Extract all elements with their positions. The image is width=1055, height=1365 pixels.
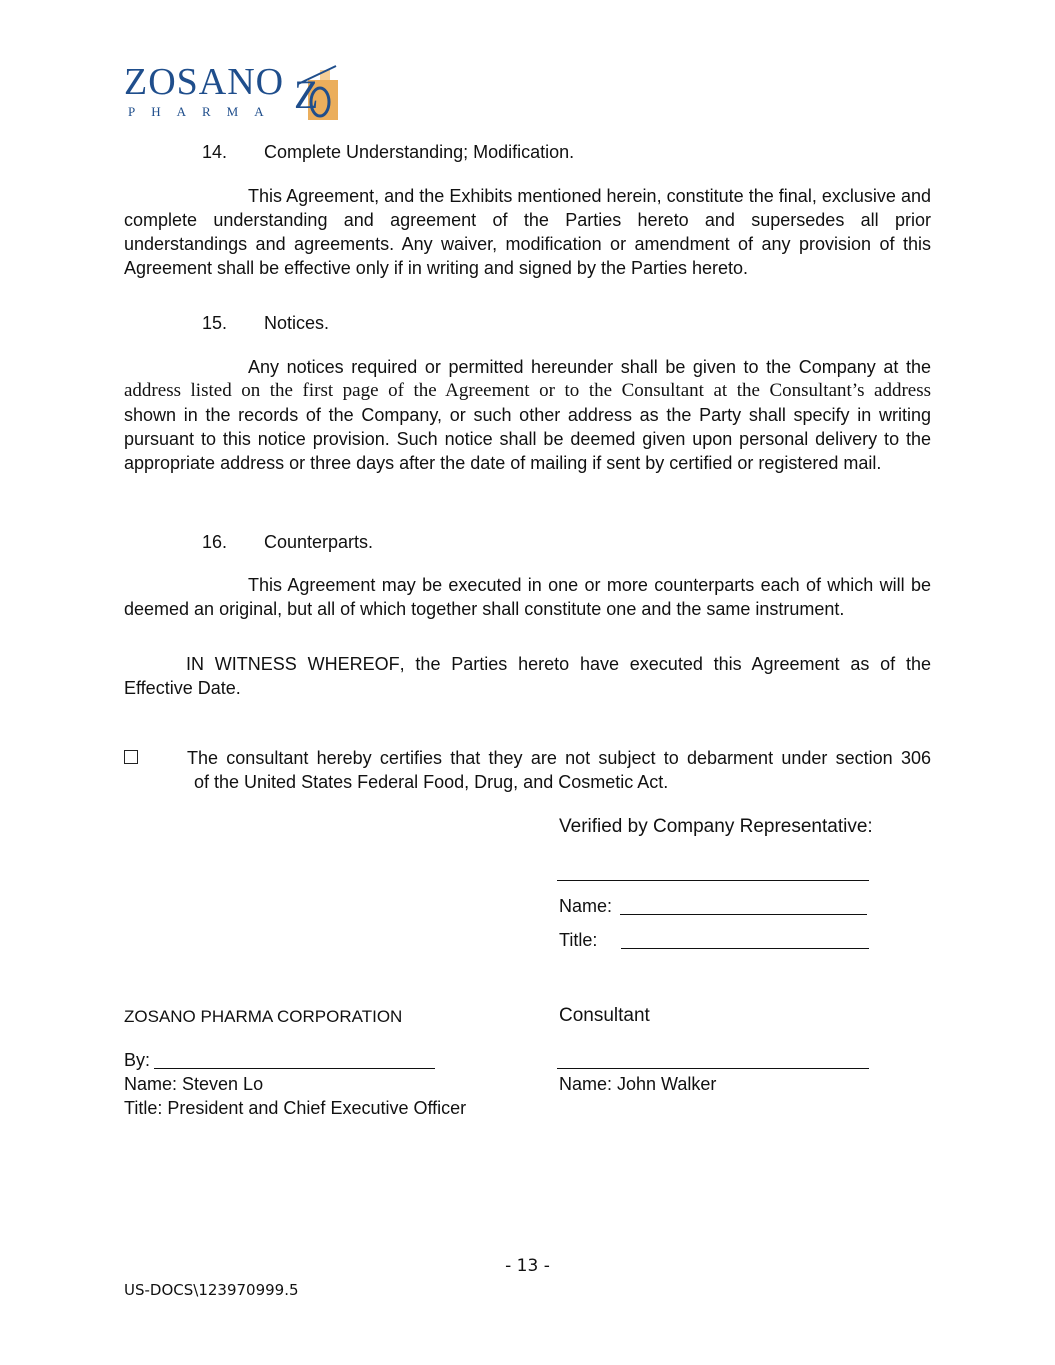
consultant-signature-line[interactable] <box>557 1068 869 1069</box>
section-number: 16. <box>202 532 228 552</box>
section-number: 15. <box>202 313 228 333</box>
witness-text: , the Parties hereto have executed this Agreement as of the Effective Date. <box>124 654 932 698</box>
company-signer-title: Title: President and Chief Executive Officer <box>124 1098 467 1118</box>
verification-heading: Verified by Company Representative: <box>559 816 873 837</box>
logo-wordmark: ZOSANO <box>124 61 285 103</box>
certification-text-line2: of the United States Federal Food, Drug, and Cosmetic Act. <box>194 772 669 792</box>
body-line: shown in the records of the Company, or such other address as the Party shall specify in writing pursuant to this notice provision. Such notice shall be deemed given upon personal delivery to the appropriate address or three days after the date of mailing if sent by certified or registered mail. <box>124 405 931 473</box>
verification-name-label: Name: <box>559 896 613 916</box>
witness-clause <box>124 652 931 700</box>
section-title: Notices. <box>264 313 330 333</box>
consultant-signer-name: Name: John Walker <box>559 1074 717 1094</box>
consultant-heading: Consultant <box>559 1005 650 1026</box>
company-signature-line[interactable] <box>154 1068 435 1069</box>
verification-name-line[interactable] <box>620 914 867 915</box>
body-line: Any notices required or permitted hereunder shall be given to the Company at the <box>248 357 931 377</box>
logo-subtitle: PHARMA <box>128 104 280 119</box>
company-signer-name: Name: Steven Lo <box>124 1074 264 1094</box>
company-by-label: By: <box>124 1050 151 1070</box>
section-title: Counterparts. <box>264 532 374 552</box>
section-number: 14. <box>202 142 228 162</box>
svg-text:Z: Z <box>294 72 319 117</box>
verification-signature-line[interactable] <box>557 880 869 881</box>
section-title: Complete Understanding; Modification. <box>264 142 575 162</box>
logo-mark-icon <box>290 62 342 122</box>
section-16-body: This Agreement may be executed in one or more counterparts each of which will be deemed an original, but all of which together shall constitute one and the same instrument. <box>124 575 931 619</box>
verification-title-label: Title: <box>559 930 598 950</box>
body-line: address listed on the first page of the Agreement or to the Consultant at the Consultant’s address <box>124 380 931 401</box>
page-number: - 13 - <box>505 1256 550 1276</box>
section-14-body: This Agreement, and the Exhibits mentioned herein, constitute the final, exclusive and complete understanding and agreement of the Parties hereto and supersedes all prior understandings and agreements. Any waiver, modification or amendment of any provision of this Agreement shall be effective only if in writing and signed by the Parties hereto. <box>124 186 931 278</box>
section-15-body <box>124 355 931 475</box>
certification-text-line1: The consultant hereby certifies that they are not subject to debarment under section 306 <box>187 748 931 768</box>
verification-title-line[interactable] <box>621 948 869 949</box>
company-name: ZOSANO PHARMA CORPORATION <box>124 1007 403 1026</box>
witness-lead: IN WITNESS WHEREOF <box>186 654 400 674</box>
company-logo <box>122 62 342 124</box>
document-id: US-DOCS\123970999.5 <box>124 1281 299 1299</box>
certification-checkbox[interactable] <box>124 750 138 764</box>
